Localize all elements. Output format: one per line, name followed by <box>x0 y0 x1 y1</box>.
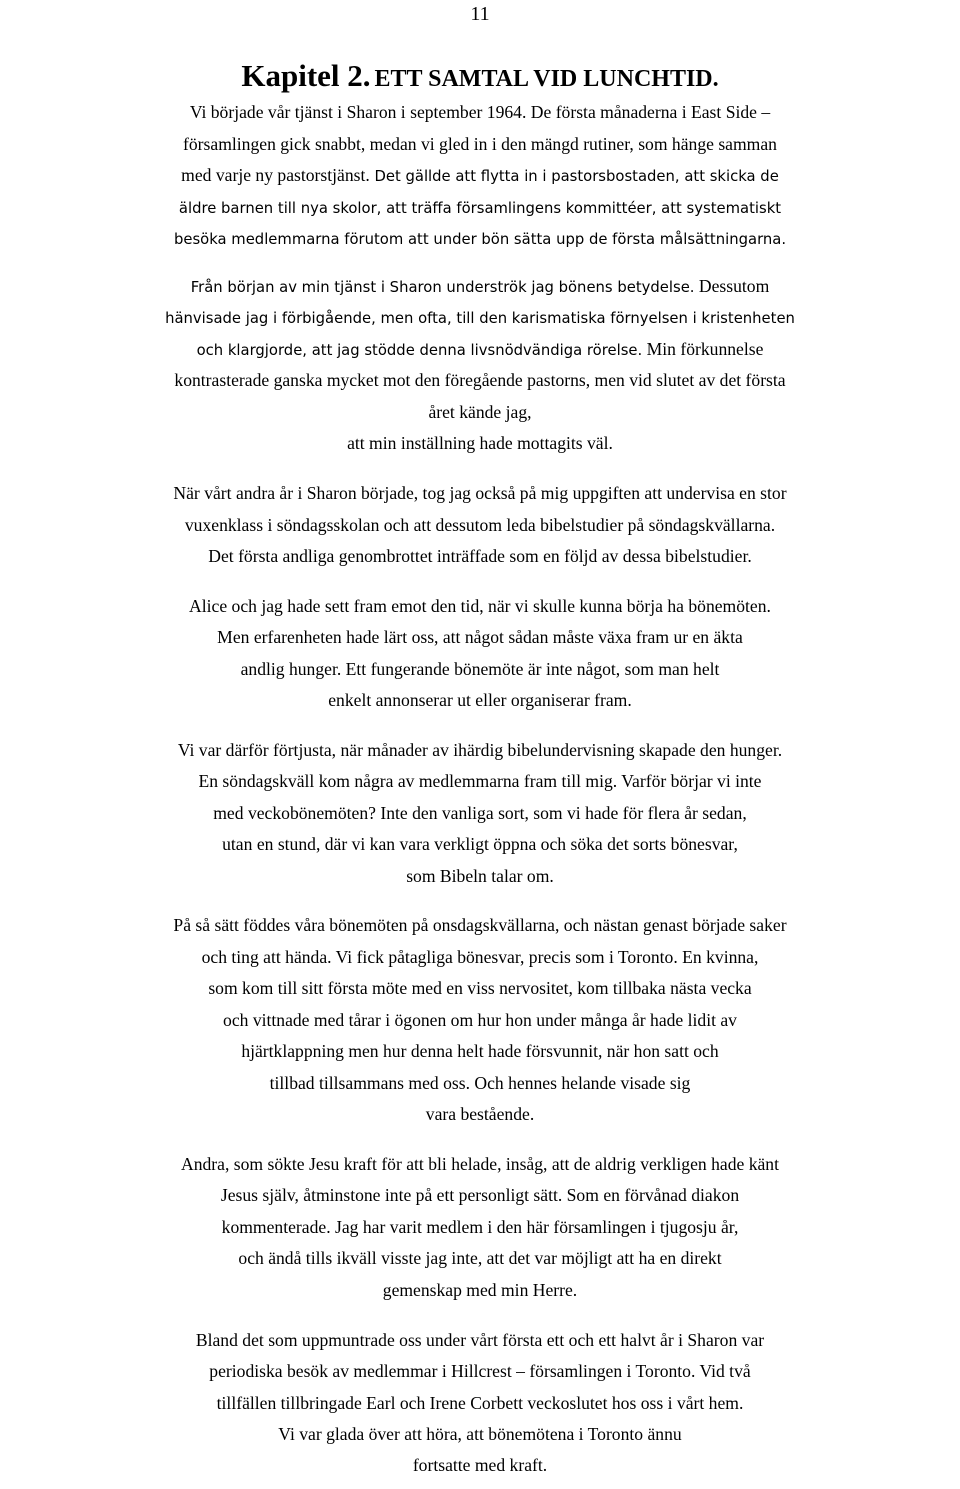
text-segment: fortsatte med kraft. <box>412 1455 548 1475</box>
text-line <box>0 1210 960 1243</box>
text-segment: Andra, som sökte Jesu kraft för att bli helade, insåg, att de aldrig verkligen hade känt <box>180 1154 779 1174</box>
text-line <box>0 363 960 396</box>
text-line <box>0 908 960 941</box>
text-segment: kommenterade. Jag har varit medlem i den här församlingen i tjugosju år, <box>221 1217 739 1237</box>
text-segment: hänvisade jag i förbigående, men ofta, till den karismatiska förnyelsen i kristenheten <box>165 310 795 327</box>
text-segment: och ting att hända. Vi fick påtagliga bönesvar, precis som i Toronto. En kvinna, <box>201 947 759 967</box>
text-line <box>0 1354 960 1387</box>
text-segment: och klargjorde, att jag stödde denna livsnödvändiga rörelse. <box>196 342 643 359</box>
text-segment: Dessutom <box>694 276 770 296</box>
text-line <box>0 395 960 428</box>
text-line <box>0 95 960 128</box>
text-segment: Bland det som uppmuntrade oss under vårt första ett och ett halvt år i Sharon var <box>195 1330 765 1350</box>
text-segment: med veckobönemöten? Inte den vanliga sort, som vi hade för flera år sedan, <box>213 803 747 823</box>
text-line <box>0 733 960 766</box>
text-line <box>0 332 960 367</box>
text-line <box>0 1241 960 1274</box>
text-segment: När vårt andra år i Sharon började, tog jag också på mig uppgiften att undervisa en stor <box>173 483 787 503</box>
text-segment: periodiska besök av medlemmar i Hillcrest – församlingen i Toronto. Vid två <box>209 1361 751 1381</box>
text-segment: Jesus själv, åtminstone inte på ett personligt sätt. Som en förvånad diakon <box>220 1185 740 1205</box>
text-line <box>0 508 960 541</box>
text-segment: Vi var därför förtjusta, när månader av ihärdig bibelundervisning skapade den hunger. <box>177 740 783 760</box>
text-segment: och ändå tills ikväll visste jag inte, att det var möjligt att ha en direkt <box>238 1248 722 1268</box>
text-line <box>0 1417 960 1450</box>
text-line <box>0 1386 960 1419</box>
text-segment: Men erfarenheten hade lärt oss, att något sådan måste växa fram ur en äkta <box>217 627 743 647</box>
text-segment: utan en stund, där vi kan vara verkligt öppna och söka det sorts bönesvar, <box>222 834 738 854</box>
text-segment: äldre barnen till nya skolor, att träffa församlingens kommittéer, att systematiskt <box>178 200 782 217</box>
page-number: 11 <box>470 3 490 25</box>
text-line <box>0 426 960 459</box>
text-segment: som kom till sitt första möte med en viss nervositet, kom tillbaka nästa vecka <box>208 978 752 998</box>
text-line <box>0 476 960 509</box>
text-segment: med varje ny pastorstjänst. <box>181 165 370 185</box>
text-line <box>0 940 960 973</box>
text-line <box>0 1034 960 1067</box>
text-segment: gemenskap med min Herre. <box>382 1280 578 1300</box>
text-line <box>0 827 960 860</box>
text-line <box>0 859 960 892</box>
text-line <box>0 764 960 797</box>
text-segment: kontrasterade ganska mycket mot den föregående pastorns, men vid slutet av det första <box>174 370 786 390</box>
text-line <box>0 1066 960 1099</box>
text-segment: vara bestående. <box>425 1104 535 1124</box>
text-segment: På så sätt föddes våra bönemöten på onsdagskvällarna, och nästan genast började saker <box>173 915 787 935</box>
text-segment: Vi var glada över att höra, att bönemötena i Toronto ännu <box>278 1424 682 1444</box>
text-line <box>0 158 960 193</box>
text-line <box>0 300 960 335</box>
text-line <box>0 971 960 1004</box>
text-segment: tillbad tillsammans med oss. Och hennes helande visade sig <box>269 1073 691 1093</box>
text-line <box>0 1273 960 1306</box>
text-line <box>0 1323 960 1356</box>
text-line <box>0 127 960 160</box>
text-segment: att min inställning hade mottagits väl. <box>347 433 613 453</box>
text-segment: hjärtklappning men hur denna helt hade försvunnit, när hon satt och <box>241 1041 719 1061</box>
text-segment: Vi började vår tjänst i Sharon i september 1964. De första månaderna i East Side – <box>189 102 771 122</box>
text-segment: Från början av min tjänst i Sharon underströk jag bönens betydelse. <box>190 279 695 296</box>
text-line <box>0 1147 960 1180</box>
text-line <box>0 683 960 716</box>
text-segment: vuxenklass i söndagsskolan och att dessutom leda bibelstudier på söndagskvällarna. <box>184 515 776 535</box>
text-segment: och vittnade med tårar i ögonen om hur hon under många år hade lidit av <box>223 1010 737 1030</box>
text-segment: En söndagskväll kom några av medlemmarna fram till mig. Varför börjar vi inte <box>198 771 762 791</box>
text-line <box>0 1003 960 1036</box>
text-segment: tillfällen tillbringade Earl och Irene Corbett veckoslutet hos oss i vårt hem. <box>216 1393 744 1413</box>
text-segment: Det gällde att flytta in i pastorsbostaden, att skicka de <box>369 168 779 185</box>
text-line <box>0 796 960 829</box>
text-line <box>0 269 960 304</box>
text-segment: andlig hunger. Ett fungerande bönemöte är inte något, som man helt <box>240 659 720 679</box>
chapter-heading: Kapitel 2. <box>241 58 371 93</box>
text-segment: Min förkunnelse <box>642 339 764 359</box>
text-segment: året kände jag, <box>428 402 532 422</box>
text-line <box>0 221 960 256</box>
text-line <box>0 539 960 572</box>
text-line <box>0 620 960 653</box>
text-segment: besöka medlemmarna förutom att under bön sätta upp de första målsättningarna. <box>173 231 787 248</box>
text-segment: som Bibeln talar om. <box>406 866 554 886</box>
text-segment: Det första andliga genombrottet inträffade som en följd av dessa bibelstudier. <box>208 546 752 566</box>
text-segment: enkelt annonserar ut eller organiserar fram. <box>328 690 632 710</box>
text-line <box>0 1097 960 1130</box>
text-line <box>0 589 960 622</box>
text-line <box>0 652 960 685</box>
text-line <box>0 190 960 225</box>
chapter-subtitle: ETT SAMTAL VID LUNCHTID. <box>374 66 719 92</box>
text-line <box>0 1178 960 1211</box>
text-segment: Alice och jag hade sett fram emot den tid, när vi skulle kunna börja ha bönemöten. <box>189 596 771 616</box>
text-segment: församlingen gick snabbt, medan vi gled in i den mängd rutiner, som hänge samman <box>183 134 777 154</box>
text-line <box>0 1448 960 1481</box>
